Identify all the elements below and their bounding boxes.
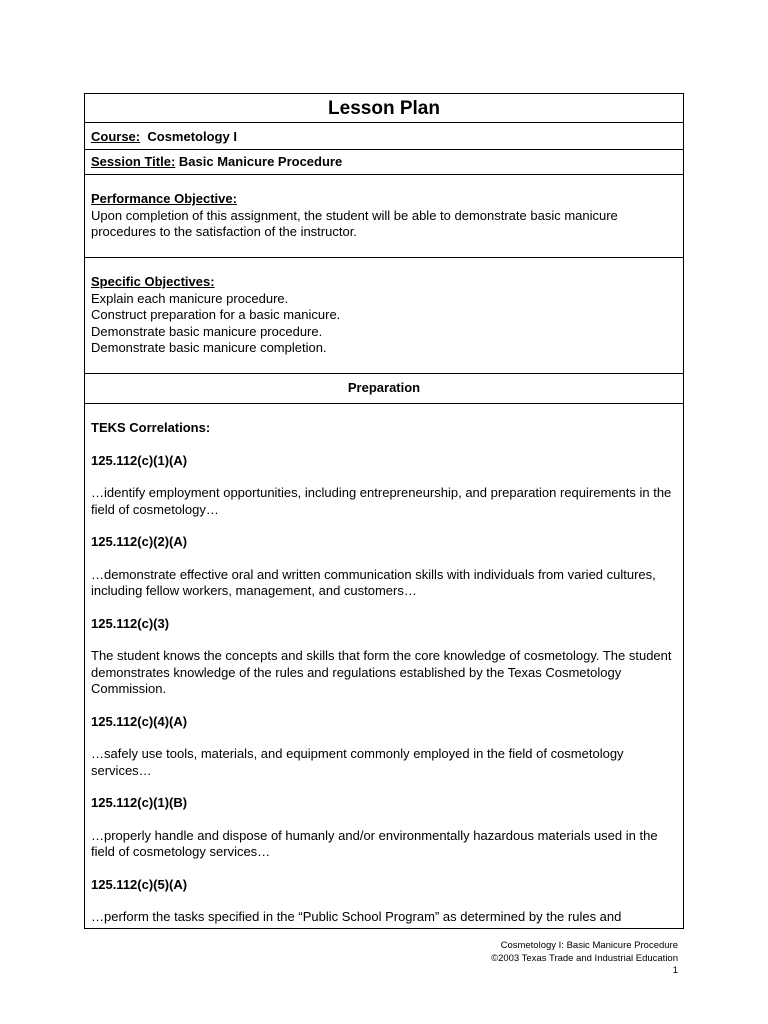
performance-objective <box>85 175 683 258</box>
teks-code: 125.112(c)(1)(B) <box>91 795 188 810</box>
teks-text: …properly handle and dispose of humanly and/or environmentally hazardous materials used in the field of cosmetology services… <box>91 827 658 859</box>
lesson-plan-table <box>84 93 684 929</box>
page-number: 1 <box>672 965 678 976</box>
footer-copyright: ©2003 Texas Trade and Industrial Education <box>491 952 678 964</box>
specific-heading: Specific Objectives: <box>91 274 215 289</box>
teks-code: 125.112(c)(1)(A) <box>91 452 188 468</box>
specific-item: Explain each manicure procedure. <box>91 290 289 306</box>
specific-item: Demonstrate basic manicure completion. <box>91 340 327 355</box>
specific-objectives <box>85 258 683 374</box>
performance-heading: Performance Objective: <box>91 191 237 206</box>
specific-item: Construct preparation for a basic manicure. <box>91 307 341 322</box>
teks-section <box>85 404 683 926</box>
teks-text: …perform the tasks specified in the “Public School Program” as determined by the rules and <box>91 909 622 924</box>
teks-code: 125.112(c)(3) <box>91 615 170 631</box>
teks-heading: TEKS Correlations: <box>91 420 211 435</box>
session-row <box>85 150 683 175</box>
teks-text: …identify employment opportunities, including entrepreneurship, and preparation requirements in the field of cosmetology… <box>91 485 672 517</box>
page-title: Lesson Plan <box>85 94 683 123</box>
teks-code: 125.112(c)(5)(A) <box>91 876 188 892</box>
course-row <box>85 123 683 150</box>
course-label: Course: <box>91 129 141 144</box>
course-value: Cosmetology I <box>147 129 237 144</box>
preparation-heading: Preparation <box>85 374 683 404</box>
session-value: Basic Manicure Procedure <box>178 154 343 169</box>
performance-text: Upon completion of this assignment, the student will be able to demonstrate basic manicure procedures to the satisfaction of the instructor. <box>91 207 618 239</box>
specific-item: Demonstrate basic manicure procedure. <box>91 323 323 339</box>
teks-code: 125.112(c)(2)(A) <box>91 534 188 549</box>
teks-text: …demonstrate effective oral and written communication skills with individuals from varied cultures, including fellow workers, management, and customers… <box>91 566 656 598</box>
footer-title: Cosmetology I: Basic Manicure Procedure <box>500 940 678 951</box>
session-label: Session Title: <box>91 154 176 169</box>
teks-code: 125.112(c)(4)(A) <box>91 713 188 729</box>
teks-text: The student knows the concepts and skills that form the core knowledge of cosmetology. The student demonstrates knowledge of the rules and regulations established by the Texas Cosmetology Commission. <box>91 648 672 696</box>
teks-text: …safely use tools, materials, and equipment commonly employed in the field of cosmetology services… <box>91 746 624 778</box>
page-footer <box>491 940 678 978</box>
